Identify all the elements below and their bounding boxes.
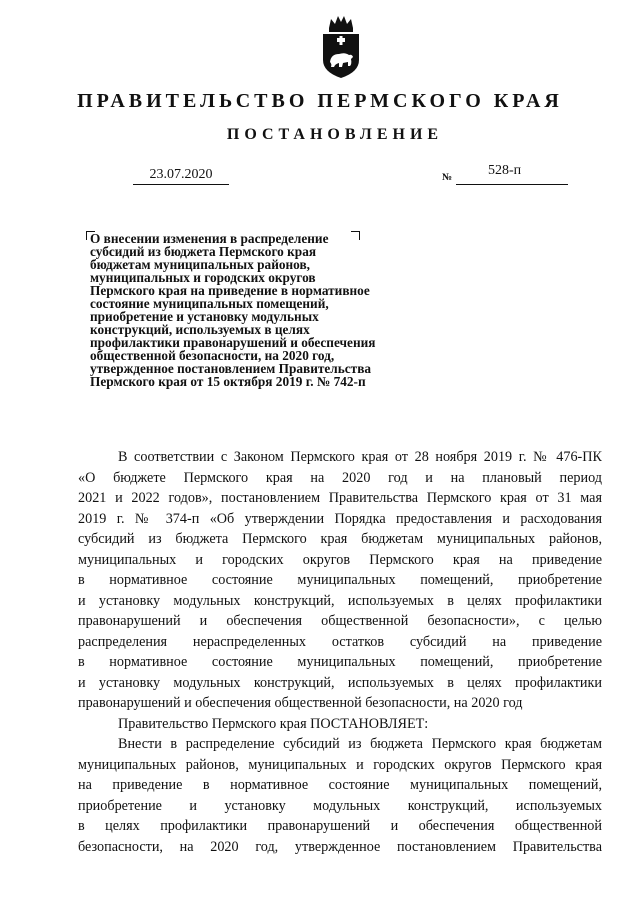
subject-line: Пермского края от 15 октября 2019 г. № 742-п xyxy=(90,374,366,389)
body-line: и установку модульных конструкций, используемых в целях профилактики xyxy=(78,592,602,609)
subject-line: бюджетам муниципальных районов, xyxy=(90,257,310,272)
document-number: 528-п xyxy=(488,163,522,178)
subject-line: состояние муниципальных помещений, xyxy=(90,296,329,311)
subject-line: О внесении изменения в распределение xyxy=(90,231,329,246)
number-sign: № xyxy=(442,172,453,183)
body-line: приобретение и установку модульных конструкций, используемых xyxy=(78,797,602,814)
subject-line: профилактики правонарушений и обеспечения xyxy=(90,335,376,350)
document-type: ПОСТАНОВЛЕНИЕ xyxy=(226,126,444,143)
subject-line: утвержденное постановлением Правительства xyxy=(90,361,372,376)
body-line: Правительство Пермского края ПОСТАНОВЛЯЕТ: xyxy=(118,715,429,732)
body-line: в нормативное состояние муниципальных помещений, приобретение xyxy=(78,572,602,588)
perm-krai-coat-of-arms-icon xyxy=(319,14,363,80)
body-line: правонарушений и обеспечения общественной безопасности, на 2020 год xyxy=(78,695,523,711)
body-line: в нормативное состояние муниципальных помещений, приобретение xyxy=(78,654,602,670)
document-body xyxy=(78,447,602,857)
body-line: муниципальных районов, муниципальных и городских округов Пермского края xyxy=(78,756,602,773)
government-title: ПРАВИТЕЛЬСТВО ПЕРМСКОГО КРАЯ xyxy=(77,90,563,112)
subject-block xyxy=(90,232,430,388)
subject-line: субсидий из бюджета Пермского края xyxy=(90,244,317,259)
number-underline xyxy=(456,184,568,185)
body-line: в целях профилактики правонарушений и обеспечения общественной xyxy=(78,818,602,834)
body-line: на приведение в нормативное состояние муниципальных помещений, xyxy=(78,777,602,793)
subject-line: конструкций, используемых в целях xyxy=(90,322,310,337)
subject-line: муниципальных и городских округов xyxy=(90,270,316,285)
document-date: 23.07.2020 xyxy=(133,167,229,185)
body-line: правонарушений и обеспечения общественной безопасности», с целью xyxy=(78,613,602,629)
body-line: Внести в распределение субсидий из бюджета Пермского края бюджетам xyxy=(118,736,602,752)
body-line: безопасности, на 2020 год, утвержденное постановлением Правительства xyxy=(78,838,602,855)
body-line: субсидий из бюджета Пермского края бюджетам муниципальных районов, xyxy=(78,531,602,547)
subject-line: общественной безопасности, на 2020 год, xyxy=(90,348,335,363)
body-line: «О бюджете Пермского края на 2020 год и на плановый период xyxy=(78,469,602,486)
body-line: 2021 и 2022 годов», постановлением Правительства Пермского края от 31 мая xyxy=(78,490,602,506)
body-line: и установку модульных конструкций, используемых в целях профилактики xyxy=(78,674,602,691)
body-line: муниципальных и городских округов Пермского края на приведение xyxy=(78,551,602,568)
subject-line: Пермского края на приведение в нормативное xyxy=(90,283,370,298)
body-line: В соответствии с Законом Пермского края от 28 ноября 2019 г. № 476-ПК xyxy=(118,449,602,465)
body-line: распределения нераспределенных остатков субсидий на приведение xyxy=(78,633,602,650)
body-line: 2019 г. № 374-п «Об утверждении Порядка предоставления и расходования xyxy=(78,510,602,527)
subject-line: приобретение и установку модульных xyxy=(90,309,319,324)
